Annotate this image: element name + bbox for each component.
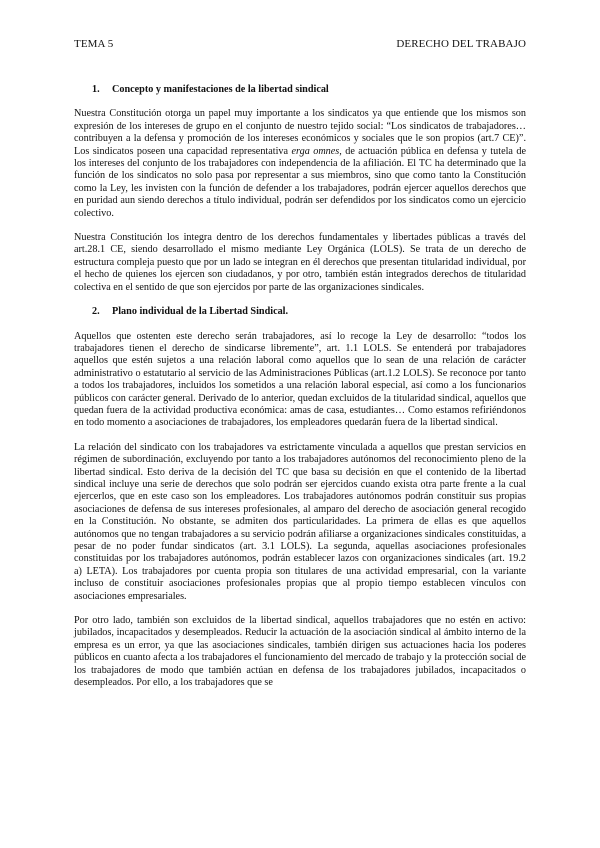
section-1-number: 1. xyxy=(92,84,100,95)
header-topic: TEMA 5 xyxy=(74,38,114,50)
section-1-paragraph-1-latin-term: erga omnes, xyxy=(291,145,342,157)
section-1-paragraph-1-part-a: Nuestra Constitución otorga un papel muy importante a los sindicatos ya que entiende que los mismos son expresión de los intereses de grupo en el conjunto de nuestro tejido social: “Los sindicatos de trabajadores… contribuyen a la defensa y promoción de los intereses económicos y sociales que le son propios (art.7 CE)”. Los sindicatos poseen una capacidad representativa xyxy=(74,108,526,157)
section-1-title: Concepto y manifestaciones de la libertad sindical xyxy=(112,84,329,95)
section-2-heading xyxy=(92,306,526,318)
section-2-number: 2. xyxy=(92,306,100,318)
document-body xyxy=(74,84,526,701)
header-subject: DERECHO DEL TRABAJO xyxy=(396,38,526,50)
section-1-heading xyxy=(92,84,526,96)
section-2-paragraph-3: Por otro lado, también son excluidos de la libertad sindical, aquellos trabajadores que no estén en activo: jubilados, incapacitados y desempleados. Reducir la actuación de la asociación sindical al ámbito interno de la empresa es un error, ya que las asociaciones sindicales, también dirigen sus actuaciones hacia los poderes públicos en cuanto afecta a los trabajadores el funcionamiento del mercado de trabajo y la protección social de los trabajadores de modo que también actúan en defensa de los trabajadores jubilados, incapacitados o desempleados. Por ello, a los trabajadores que se xyxy=(74,615,526,689)
section-2-paragraph-1: Aquellos que ostenten este derecho serán trabajadores, así lo recoge la Ley de desarrollo: “todos los trabajadores tienen el derecho de sindicarse libremente”, art. 1.1 LOLS. Se entenderá por trabajadores aquellos que estén sujetos a una relación laboral como aquellos que lo sean de una relación de carácter administrativo o estatutario al servicio de las Administraciones Públicas (art.1.2 LOLS). Se reconoce por tanto a todos los trabajadores, incluidos los sometidos a una relación laboral especial, así como a los funcionarios públicos con carácter general. Derivado de lo anterior, quedan excluidos de la titularidad sindical, aquellos que quedan fuera de la actividad productiva económica: amas de casa, estudiantes… Como estamos refiriéndonos en todo momento a asociaciones de trabajadores, los empleadores quedarán fuera de la libertad sindical. xyxy=(74,330,526,429)
section-2-title: Plano individual de la Libertad Sindical. xyxy=(112,306,289,318)
section-1-paragraph-1-part-b: de actuación pública en defensa y tutela de los intereses del conjunto de los trabajadores con independencia de la afiliación. El TC ha determinado que la función de los sindicatos no solo pasa por representar a sus miembros, sino que como tanto la Constitución como la Ley, les invisten con la función de defender a los trabajadores, podrán ejercer aquellos derechos que en puridad aun siendo derechos a título individual, podrán ser defendidos por los sindicatos como un ejercicio colectivo. xyxy=(74,145,526,219)
section-1-paragraph-2: Nuestra Constitución los integra dentro de los derechos fundamentales y libertades públicas a través del art.28.1 CE, siendo desarrollado el mismo mediante Ley Orgánica (LOLS). Se trata de un derecho de estructura compleja puesto que por un lado se integran en él derechos que presentan titularidad individual, por el hecho de quienes los ejercen son ciudadanos, y por otro, también están integrados derechos de titularidad colectiva en el sentido de que son ejercidos por parte de las organizaciones sindicales. xyxy=(74,232,526,293)
section-2-paragraph-2: La relación del sindicato con los trabajadores va estrictamente vinculada a aquellos que prestan servicios en régimen de subordinación, excluyendo por tanto a los trabajadores autónomos del reconocimiento pleno de la libertad sindical. Esto deriva de la decisión del TC que basa su decisión en que el contenido de la libertad sindical incluye una serie de derechos que solo podrán ser ejercidos cuando exista otra parte frente a la cual ejercerlos, que en este caso son los empleadores. Los trabajadores autónomos podrán constituir sus propias asociaciones de defensa de sus intereses profesionales, al amparo del derecho de asociación general recogido en la Constitución. No obstante, se admiten dos particularidades. La primera de ellas es que aquellos autónomos que no tengan trabajadores a su servicio podrán afiliarse a organizaciones sindicales constituidas, a pesar de no poder fundar sindicatos (art. 3.1 LOLS). La segunda, aquellas asociaciones profesionales constituidas por los trabajadores autónomos, podrán establecer lazos con organizaciones sindicales (art. 19.2 a) LETA). Los trabajadores por cuenta propia son titulares de una actividad empresarial, con la variante incluso de constituir asociaciones profesionales propias que al propio tiempo establecen vínculos con asociaciones empresariales. xyxy=(74,441,526,602)
section-1-paragraph-1 xyxy=(74,108,526,220)
